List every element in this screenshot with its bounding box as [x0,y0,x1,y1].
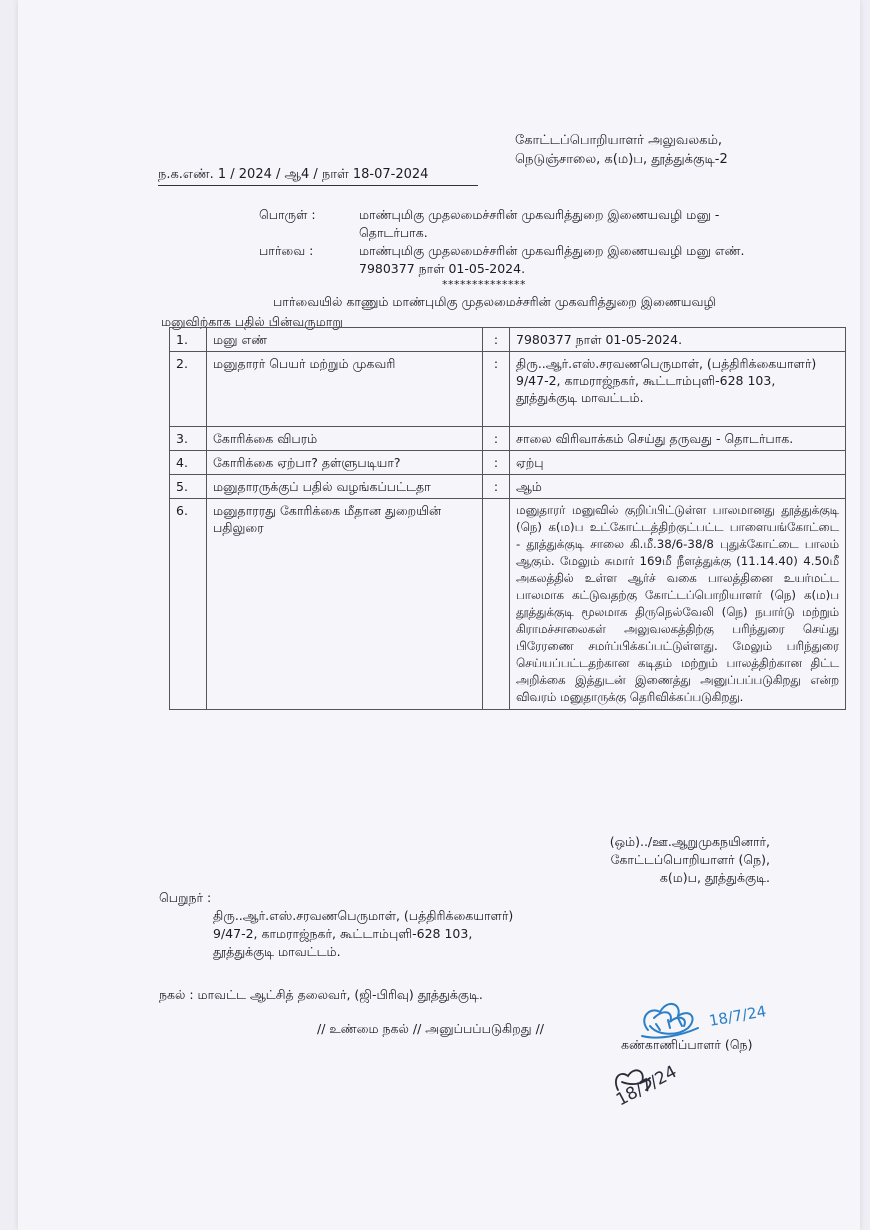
row-answer: திரு..ஆர்.எஸ்.சரவணபெருமாள், (பத்திரிக்கையாளர்) 9/47-2, காமராஜ்நகர், கூட்டாம்புளி-628 103, தூத்துக்குடி மாவட்டம். [510,352,846,427]
table-row [170,451,846,475]
row-number: 1. [170,328,207,352]
recipient-line-2: 9/47-2, காமராஜ்நகர், கூட்டாம்புளி-628 103, [213,926,473,941]
petition-table [169,327,846,710]
row-number: 6. [170,499,207,710]
recipient-label: பெறுநர் : [159,890,212,905]
copy-to: நகல் : மாவட்ட ஆட்சித் தலைவர், (ஜி-பிரிவு) தூத்துக்குடி. [159,987,483,1002]
row-colon: : [483,328,510,352]
row-colon: : [483,475,510,499]
handwritten-signatures [598,978,798,1118]
signature-name: (ஒம்)../ஊ.ஆறுமுகநயினார், [609,834,770,849]
handwritten-date-blue: 18/7/24 [707,1002,768,1030]
row-colon: : [483,427,510,451]
table-row [170,499,846,710]
office-line-1: கோட்டப்பொறியாளர் அலுவலகம், [515,133,723,148]
superintendent-designation: கண்காணிப்பாளர் (நெ) [621,1037,753,1052]
subject-label: பொருள் : [259,207,316,222]
row-answer: மனுதாரர் மனுவில் குறிப்பிட்டுள்ள பாலமானது தூத்துக்குடி (நெ) க(ம)ப உட்கோட்டத்திற்குட்பட்ட பாளையங்கோட்டை - தூத்துக்குடி சாலை கி.மீ.38/6-38/8 புதுக்கோட்டை பாலம் ஆகும். மேலும் சுமார் 169மீ நீளத்துக்கு (11.14.40) 4.50மீ அகலத்தில் உள்ள ஆர்ச் வகை பாலத்தினை உயர்மட்ட பாலமாக கட்டுவதற்கு கோட்டப்பொறியாளர் (நெ) க(ம)ப தூத்துக்குடி மூலமாக திருநெல்வேலி (நெ) நபார்டு மற்றும் கிராமச்சாலைகள் அலுவலகத்திற்கு பரிந்துரை செய்து பிரேரணை சமர்ப்பிக்கப்பட்டுள்ளது. மேலும் பரிந்துரை செய்யப்பட்டதற்கான கடிதம் மற்றும் பாலத்திற்கான திட்ட அறிக்கை இத்துடன் இணைத்து அனுப்பப்படுகிறது என்ற விவரம் மனுதாருக்கு தெரிவிக்கப்படுகிறது. [510,499,846,710]
signature-office: க(ம)ப, தூத்துக்குடி. [659,870,770,885]
row-question: கோரிக்கை விபரம் [207,427,483,451]
subject-text: மாண்புமிகு முதலமைச்சரின் முகவரித்துறை இணையவழி மனு - தொடர்பாக. [359,207,720,240]
row-colon: : [483,352,510,427]
row-number: 4. [170,451,207,475]
recipient-line-3: தூத்துக்குடி மாவட்டம். [213,944,341,959]
row-question: மனு எண் [207,328,483,352]
separator-stars: ************** [442,278,526,291]
row-number: 5. [170,475,207,499]
row-answer: சாலை விரிவாக்கம் செய்து தருவது - தொடர்பாக. [510,427,846,451]
handwritten-date-dark: 18/7/24 [612,1061,681,1111]
row-answer: ஏற்பு [510,451,846,475]
row-answer: ஆம் [510,475,846,499]
reference-number: ந.க.எண். 1 / 2024 / ஆ4 / நாள் 18-07-2024 [158,166,478,186]
signature-designation: கோட்டப்பொறியாளர் (நெ), [610,852,770,867]
intro-line-2: மனுவிற்காக பதில் பின்வருமாறு [161,314,343,329]
office-address [515,131,728,169]
recipient-line-1: திரு..ஆர்.எஸ்.சரவணபெருமாள், (பத்திரிக்கையாளர்) [213,908,514,923]
table-row [170,328,846,352]
intro-line-1: பார்வையில் காணும் மாண்புமிகு முதலமைச்சரின் முகவரித்துறை இணையவழி [273,294,716,309]
signature-block [584,833,770,887]
blue-initials-signature [642,1004,698,1038]
row-number: 2. [170,352,207,427]
row-number: 3. [170,427,207,451]
table-row [170,427,846,451]
letter-page [18,0,860,1230]
table-row [170,475,846,499]
recipient-address [213,907,513,961]
office-line-2: நெடுஞ்சாலை, க(ம)ப, தூத்துக்குடி-2 [515,152,728,167]
table-row [170,352,846,427]
row-colon: : [483,451,510,475]
row-colon [483,499,510,710]
row-question: கோரிக்கை ஏற்பா? தள்ளுபடியா? [207,451,483,475]
row-question: மனுதாரருக்குப் பதில் வழங்கப்பட்டதா [207,475,483,499]
reference-label: பார்வை : [259,243,314,258]
row-question: மனுதாரரது கோரிக்கை மீதான துறையின் பதிலுரை [207,499,483,710]
row-answer: 7980377 நாள் 01-05-2024. [510,328,846,352]
reference-text: மாண்புமிகு முதலமைச்சரின் முகவரித்துறை இணையவழி மனு எண். 7980377 நாள் 01-05-2024. [359,243,745,276]
row-question: மனுதாரர் பெயர் மற்றும் முகவரி [207,352,483,427]
true-copy-note: // உண்மை நகல் // அனுப்பப்படுகிறது // [317,1021,545,1036]
